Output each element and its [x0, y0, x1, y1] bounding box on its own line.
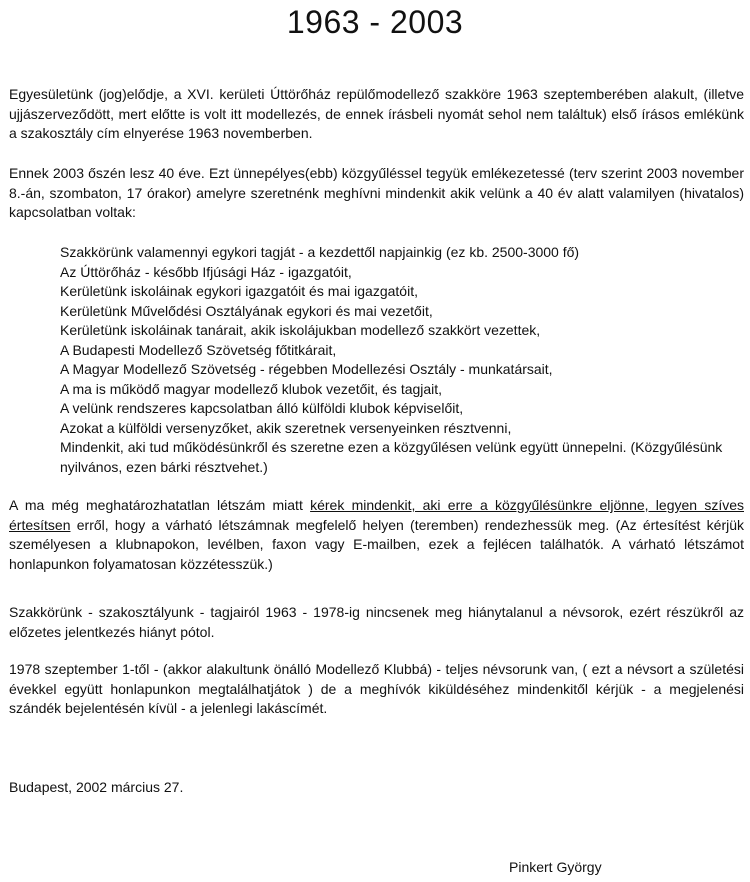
invitee-item: Kerületünk Művelődési Osztályának egykori és mai vezetőit,	[60, 302, 433, 319]
paragraph-anniversary: Ennek 2003 őszén lesz 40 éve. Ezt ünnepélyes(ebb) közgyűléssel tegyük emlékezetessé (terv szerint 2003 november 8.-án, szombaton, 17 órakor) amelyre szeretnénk meghívni mindenkit akik velünk a 40 év alatt valamilyen (hivatalos) kapcsolatban voltak:	[9, 165, 744, 220]
invitee-item: Kerületünk iskoláinak egykori igazgatóit és mai igazgatóit,	[60, 283, 418, 299]
rsvp-text-after: erről, hogy a várható létszámnak megfelelő helyen (teremben) rendezhessük meg. (Az értesítést kérjük személyesen a klubnapokon, levélben, faxon vagy E-mailben, ezek a fejlécen találhatók. A várható létszámot honlapunkon folyamatosan közzétesszük.)	[9, 516, 744, 572]
place-date: Budapest, 2002 március 27.	[9, 779, 184, 795]
invitee-item: Kerületünk iskoláinak tanárait, akik iskolájukban modellező szakkört vezettek,	[60, 322, 541, 338]
invitee-item: A ma is működő magyar modellező klubok vezetőit, és tagjait,	[60, 380, 443, 397]
invitee-item: A velünk rendszeres kapcsolatban álló külföldi klubok képviselőit,	[60, 400, 464, 416]
rsvp-underlined-request: kérek mindenkit, aki erre a közgyűlésünkre eljönne, legyen szíves értesítsen	[9, 497, 744, 533]
paragraph-history: Egyesületünk (jog)elődje, a XVI. kerületi Úttörőház repülőmodellező szakköre 1963 szeptemberében alakult, (illetve ujjászerveződött, mert előtte is volt itt modellezés, de ennek írásbeli nyomát sehol nem találtuk) első írásos emlékünk a szakosztály cím elnyerése 1963 novemberben.	[9, 86, 744, 141]
rsvp-text-before: A ma még meghatározhatatlan létszám miatt	[9, 497, 311, 513]
paragraph-address-request: 1978 szeptember 1-től - (akkor alakultunk önálló Modellező Klubbá) - teljes névsorunk van, ( ezt a névsort a születési évekkel együtt honlapunkon megtalálhatjátok ) de a meghívók kiküldéséhez mindenkitől kérjük - a megjelenési szándék bejelentésén kívül - a jelenlegi lakáscímét.	[9, 661, 744, 716]
invitee-item: Az Úttörőház - később Ifjúsági Ház - igazgatóit,	[60, 263, 352, 280]
invitee-item: A Budapesti Modellező Szövetség főtitkárait,	[60, 341, 337, 358]
invitee-item: Mindenkit, aki tud működésünkről és szeretne ezen a közgyűlésen velünk együtt ünnepelni. (Közgyűlésünk nyilvános, ezen bárki résztvehet.)	[60, 439, 723, 475]
invitee-item: A Magyar Modellező Szövetség - régebben Modellezési Osztály - munkatársait,	[60, 361, 553, 377]
invitee-list	[60, 243, 740, 477]
invitee-item: Azokat a külföldi versenyzőket, akik szeretnek versenyeinken résztvenni,	[60, 419, 512, 436]
paragraph-member-lists: Szakkörünk - szakosztályunk - tagjairól 1963 - 1978-ig nincsenek meg hiánytalanul a névsorok, ezért részükről az előzetes jelentkezés hiányt pótol.	[9, 604, 744, 640]
invitee-item: Szakkörünk valamennyi egykori tagját - a kezdettől napjainkig (ez kb. 2500-3000 fő)	[60, 244, 580, 260]
paragraph-rsvp-request	[9, 496, 744, 574]
signature: Pinkert György	[509, 859, 602, 875]
document-title: 1963 - 2003	[286, 4, 464, 40]
